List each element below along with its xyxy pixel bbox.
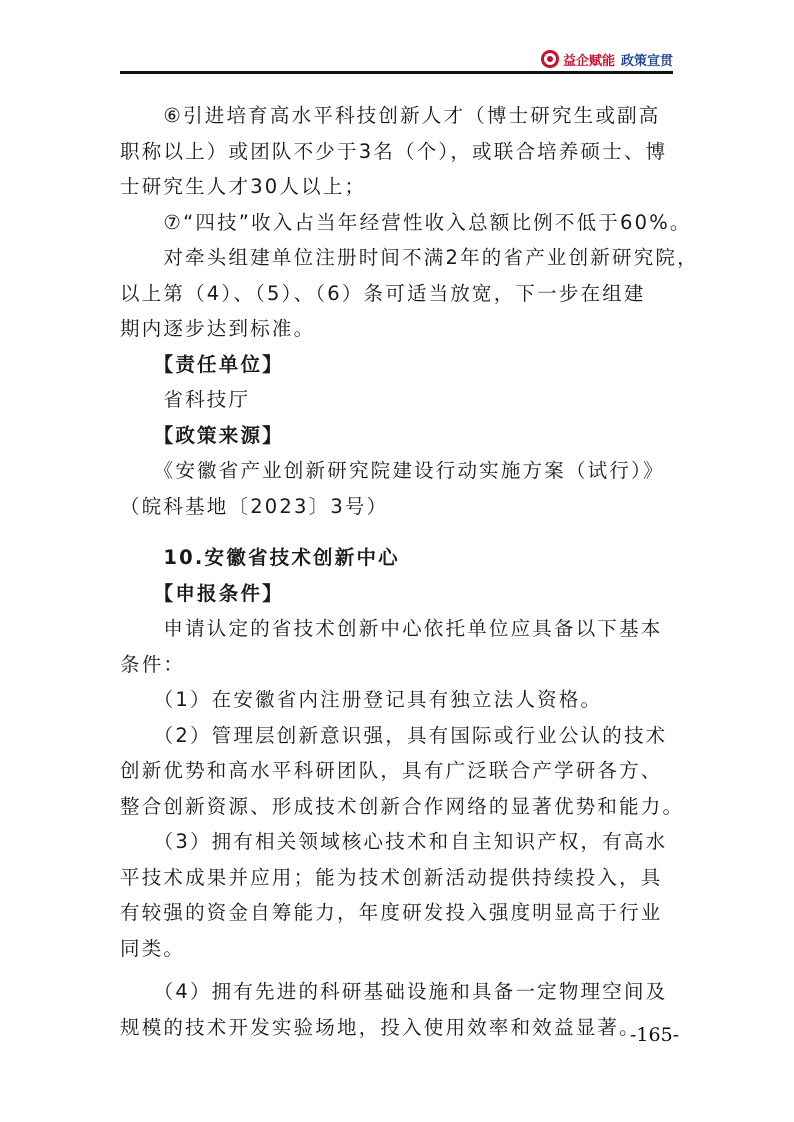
- paragraph-line: （3）拥有相关领域核心技术和自主知识产权，有高水: [120, 830, 668, 853]
- spacer: [120, 524, 680, 540]
- brand-tagline: 政策宣贯: [620, 53, 673, 69]
- circle-logo-icon: [541, 50, 559, 68]
- section-heading-responsible-unit: 【责任单位】: [120, 352, 284, 376]
- paragraph-line: 条件：: [120, 652, 186, 676]
- paragraph-line: 平技术成果并应用；能为技术创新活动提供持续投入，具: [120, 865, 663, 889]
- paragraph-line: 创新优势和高水平科研团队，具有广泛联合产学研各方、: [120, 759, 663, 782]
- brand-name: 益企赋能: [562, 53, 615, 69]
- header-rule: [120, 71, 673, 74]
- paragraph-line: 省科技厅: [120, 388, 251, 411]
- paragraph-line: 《安徽省产业创新研究院建设行动实施方案（试行）》: [120, 459, 665, 482]
- page-number: -165-: [630, 1024, 680, 1046]
- spacer: [120, 966, 680, 974]
- paragraph-line: （皖科基地〔2023〕3号）: [120, 494, 389, 518]
- paragraph-line: 有较强的资金自筹能力，年度研发投入强度明显高于行业: [120, 901, 663, 924]
- document-body: [120, 98, 699, 1045]
- paragraph-line: 士研究生人才30人以上；: [120, 175, 367, 198]
- paragraph-line: （2）管理层创新意识强，具有国际或行业公认的技术: [120, 723, 668, 747]
- paragraph-line: 申请认定的省技术创新中心依托单位应具备以下基本: [120, 617, 663, 640]
- item-title: 10.安徽省技术创新中心: [120, 546, 400, 569]
- paragraph-line: 规模的技术开发实验场地，投入使用效率和效益显著。: [120, 1015, 641, 1039]
- paragraph-line: 以上第（4）、（5）、（6）条可适当放宽，下一步在组建: [120, 281, 646, 305]
- section-heading-policy-source: 【政策来源】: [120, 423, 284, 447]
- paragraph-line: ⑦“四技”收入占当年经营性收入总额比例不低于60%。: [120, 210, 692, 234]
- paragraph-line: 职称以上）或团队不少于3名（个），或联合培养硕士、博: [120, 139, 668, 163]
- paragraph-line: （4）拥有先进的科研基础设施和具备一定物理空间及: [120, 980, 668, 1003]
- paragraph-line: 同类。: [120, 936, 186, 960]
- brand: [541, 48, 673, 70]
- paragraph-line: ⑥引进培育高水平科技创新人才（博士研究生或副高: [120, 104, 661, 127]
- paragraph-line: 整合创新资源、形成技术创新合作网络的显著优势和能力。: [120, 794, 685, 818]
- section-heading-conditions: 【申报条件】: [120, 581, 284, 605]
- page-header: [120, 48, 673, 70]
- paragraph-line: 对牵头组建单位注册时间不满2年的省产业创新研究院，: [120, 246, 699, 269]
- paragraph-line: 期内逐步达到标准。: [120, 317, 316, 340]
- paragraph-line: （1）在安徽省内注册登记具有独立法人资格。: [120, 688, 603, 711]
